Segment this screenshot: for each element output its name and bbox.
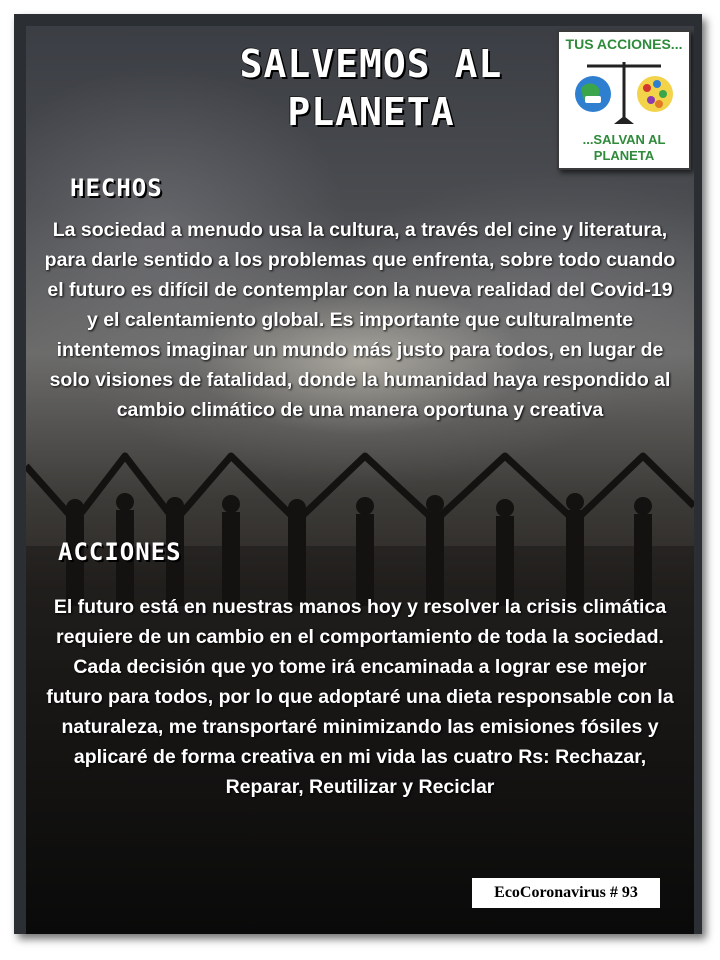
poster — [26, 26, 694, 934]
people-silhouettes-image — [26, 426, 694, 606]
page-title: SALVEMOS AL PLANETA — [239, 42, 503, 134]
footer-tag: EcoCoronavirus # 93 — [472, 878, 660, 908]
hechos-heading: HECHOS — [70, 174, 163, 202]
badge-top-text: TUS ACCIONES... — [565, 36, 683, 52]
campaign-badge — [557, 30, 691, 170]
acciones-paragraph: El futuro está en nuestras manos hoy y resolver la crisis climática requiere de un cambio en el comportamiento de toda la sociedad. Cada decisión que yo tome irá encaminada a lograr ese mejor futuro para todos, por lo que adoptaré una dieta responsable con la naturaleza, me transportaré minimizando las emisiones fósiles y aplicaré de forma creativa en mi vida las cuatro Rs: Rechazar, Reparar, Reutilizar y Reciclar — [46, 596, 674, 798]
badge-bottom-text: ...SALVAN AL PLANETA — [582, 132, 666, 163]
acciones-heading: ACCIONES — [58, 538, 182, 566]
hechos-paragraph: La sociedad a menudo usa la cultura, a través del cine y literatura, para darle sentido a los problemas que enfrenta, sobre todo cuando el futuro es difícil de contemplar con la nueva realidad del Covid-19 y el calentamiento global. Es importante que culturalmente intentemos imaginar un mundo más justo para todos, en lugar de solo visiones de fatalidad, donde la humanidad haya respondido al cambio climático de una manera oportuna y creativa — [44, 219, 676, 421]
scale-globe-people-icon — [567, 52, 681, 132]
